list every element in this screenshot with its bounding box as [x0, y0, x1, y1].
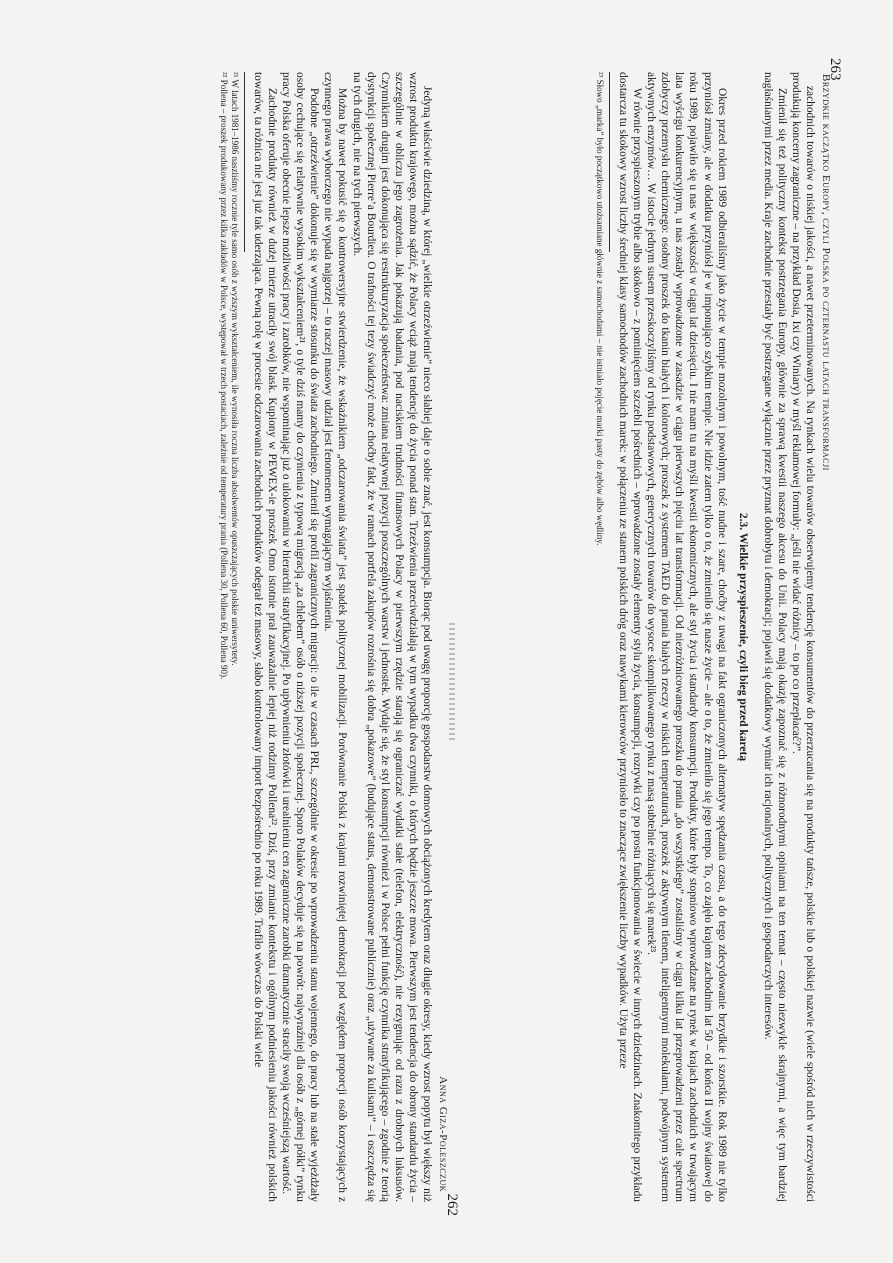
footnote: ²² Pollena – proszek produkowany przez kilka zakładów w Polsce, występował w trzech postaciach, zależnie od temperatury prania (Pollena 30, Pollena 60, Pollena 90). [218, 72, 229, 680]
footnote: ²³ Słowo „marka” było początkowo utożsamiane głównie z samochodami – nie istniało pojęcie marki pasty do zębów albo wędliny. [594, 72, 605, 546]
paragraph: Można by nawet pokusić się o kontrowersyjne stwierdzenie, że wskaźnikiem „odczarowania świata” jest spadek politycznej mobilizacji. Porównanie Polski z krajami rozwiniętej demokracji pod względem proporcji osób korzystających z czynnego prawa wyborczego nie wypada najgorzej – to raczej masowy udział jest fenomenem wymagającym wyjaśnienia. [322, 72, 349, 1202]
paragraph: Jedyną właściwie dziedziną, w której „wielkie otrzeźwienie” nieco słabiej daje o sobie znać, jest konsumpcja. Biorąc pod uwagę proporcję gospodarstw domowych obciążonych kredytem oraz długie okresy, kiedy wzrost popytu był większy niż wzrost produktu krajowego, można sądzić, że Polacy wciąż mają tendencję do życia ponad stan. Trzeźwienia przeciwdziałają w tym wypadku dwa czynniki, o których będzie jeszcze mowa. Pierwszym jest tendencja do obrony standardu życia – szczególnie w obliczu jego zagrożenia. Jak pokazują badania, pod naciskiem trudności finansowych Polacy w pierwszym rzędzie starają się ograniczać wydatki stałe (telefon, elektryczność), nie rezygnując od razu z drobnych luksusów. Czynnikiem drugim jest dokonująca się restrukturyzacja społeczeństwa: zmiana relatywnej pozycji poszczególnych warstw i jednostek. Wydaje się, że styl konsumpcji również i w Polsce pełni funkcję czynnika stratyfikującego – zgodnie z teorią dystynkcji społecznej Pierre’a Bourdieu. O trafności tej tezy świadczyć może choćby fakt, że w ramach portfela zakupów rozrośnia się dobra „pokazowe” (budujące status, demonstrowane publicznie) oraz „używane za kulisami” – i oszczędza się na tych drugich, nie na tych pierwszych. [350, 72, 433, 1202]
paragraph: zachodnich towarów o niskiej jakości, a nawet przeterminowanych. Na rynkach wielu towarów obserwujemy tendencję konsumentów do przerzucania się na produkty tańsze, polskie lub o polskiej nazwie (wiele spośród nich w rzeczywistości produkują koncerny zagraniczne – na przykład Dosia, Ixi czy Winiary) w myśl reklamowej formuły: „jeśli nie widać różnicy – to po co przepłacać?”. [789, 72, 816, 1202]
left-page [82, 72, 460, 1216]
footnote-rule [244, 72, 245, 252]
paragraph: Okres przed rokiem 1989 odbieraliśmy jako życie w tempie mozolnym i powolnym, tość nudne i szare, choćby z uwagi na fakt ograniczonych alternatyw spędzania czasu, a do tego zdecydowanie brzydkie i szorstkie. Rok 1989 nie tylko przyniósł zmiany, ale w dodatku przyniósł je w imponująco szybkim tempie. Nie idzie zatem tylko o to, że zmieniło się nasze życie – ale o to, że zmieniło się jego tempo. To, co zajęło krajom zachodnim lat 50 – od końca II wojny światowej do roku 1989, pojawiło się u nas w większości w ciągu lat dziesięciu. I nie mam tu na myśli kwestii ekonomicznych, ale styl życia i standardy konsumpcji. Produkty, które były stopniowo wprowadzane na rynek w krajach zachodnich w trwającym lata wyścigu konkurencyjnym, u nas zostały wprowadzone w zasadzie w ciągu pierwszych pięciu lat transformacji. Od niezróżnicowanego proszku do prania „do wszystkiego” zostaliśmy w ciągu kilku lat przeprowadzeni przez cale spectrum zdobyczy przemysłu chemicznego: osobny proszek do tkanin białych i kolorowych; proszek z systemem TAED do prania białych rzeczy w niskich temperaturach, proszek z aktywnym tlenem, inteligentnymi molekułami, podwójnym systemem aktywnych enzymów… W istocie jednym susem przeskoczyliśmy od rynku podstawowych, generycznych towarów do wysoce skomplikowanego rynku z masą subtelnie różniących się marek²³. [645, 72, 728, 1202]
paragraph: Zachodnie produkty również w dużej mierze utraciły swój blask. Kupiony w PEWEX-ie proszek Omo istotnie prał zauważalnie lepiej niż rodzimy Pollena²². Dziś, przy zmianie kontekstu i ogólnym podniesieniu jakości również polskich towarów, ta różnica nie jest już tak uderzająca. Pewną rolę w procesie odczarowania zachodnich produktów odegrał też masowy, słabo kontrolowany import bezpośrednio po roku 1989. Trafiło wówczas do Polski wiele [251, 72, 278, 1202]
page-number: 262 [444, 1193, 460, 1216]
right-page [465, 58, 843, 1202]
running-head-left: Anna Giza-Poleszczuk [437, 1076, 449, 1192]
section-heading: 2.3. Wielkie przyspieszenie, czyli bieg przed karetą [736, 512, 749, 762]
page-number: 263 [827, 58, 843, 81]
footnote-rule [609, 72, 610, 252]
running-head-right: Brzydkie kaczątko Europy, czyli Polska po czternastu latach transformacji [820, 74, 832, 471]
paragraph: Zmienił się też polityczny kontekst postrzegania Europy, głównie za sprawą kwestii naszego akcesu do Unii. Polacy mają okazję zapoznać się z różnorodnymi opiniami na ten temat – często niezwykle skrajnymi, a więc tym bardziej nagłaśnianymi przez media. Kraje zachodnie przestały być postrzegane wyłącznie przez pryzmat dobrobytu i demokracji; pojawił się dodatkowy wymiar ich racjonalnych, politycznych i gospodarczych interesów. [761, 72, 788, 1202]
paragraph: W równie przyspieszonym trybie albo skokowo – z pominięciem szczebli pośrednich – wprowadzone zostały elementy stylu życia, konsumpcji, rozrywki czy po prostu funkcjonowania w świecie w innych dziedzinach. Znakomitego przykładu dostarcza tu skokowy wzrost liczby średniej klasy samochodów zachodnich marek: w połączeniu ze stanem polskich dróg oraz nawykami kierowców przyniosło to znaczące zwiększenie liczby wypadków. Użyta przeze [616, 72, 644, 1202]
paragraph: Podobne „otrzeźwienie” dokonuje się w wymiarze stosunku do świata zachodniego. Zmienił się profil zagranicznych migracji: o ile w czasach PRL, szczególnie w okresie po wprowadzeniu stanu wojennego, do pracy lub na stałe wyjeżdżały osoby cechujące się relatywnie wysokim wykształceniem²¹, o tyle dziś mamy do czynienia z typową migracją „za chlebem” osób o niższej pozycji społecznej. Sporo Polaków decyduje się na powrót: najwyraźniej dla osób z „górnej półki” rynku pracy Polska oferuje obecnie lepsze możliwości pracy i zarobków, nie wspominając już o ulokowaniu w hierarchii stratyfikacyjnej. Po upływnieniu złotówki i urealnieniu cen zagraniczne zarobki dramatycznie straciły swoją wcześniejszą wartość. [280, 72, 321, 1202]
footnote: ²¹ W latach 1981–1986 naszliśmy rocznie tyle samo osób z wyższym wykształceniem, ile wynosiła roczna liczba absolwentów opuszczających polskie uniwersytety. [229, 72, 240, 666]
